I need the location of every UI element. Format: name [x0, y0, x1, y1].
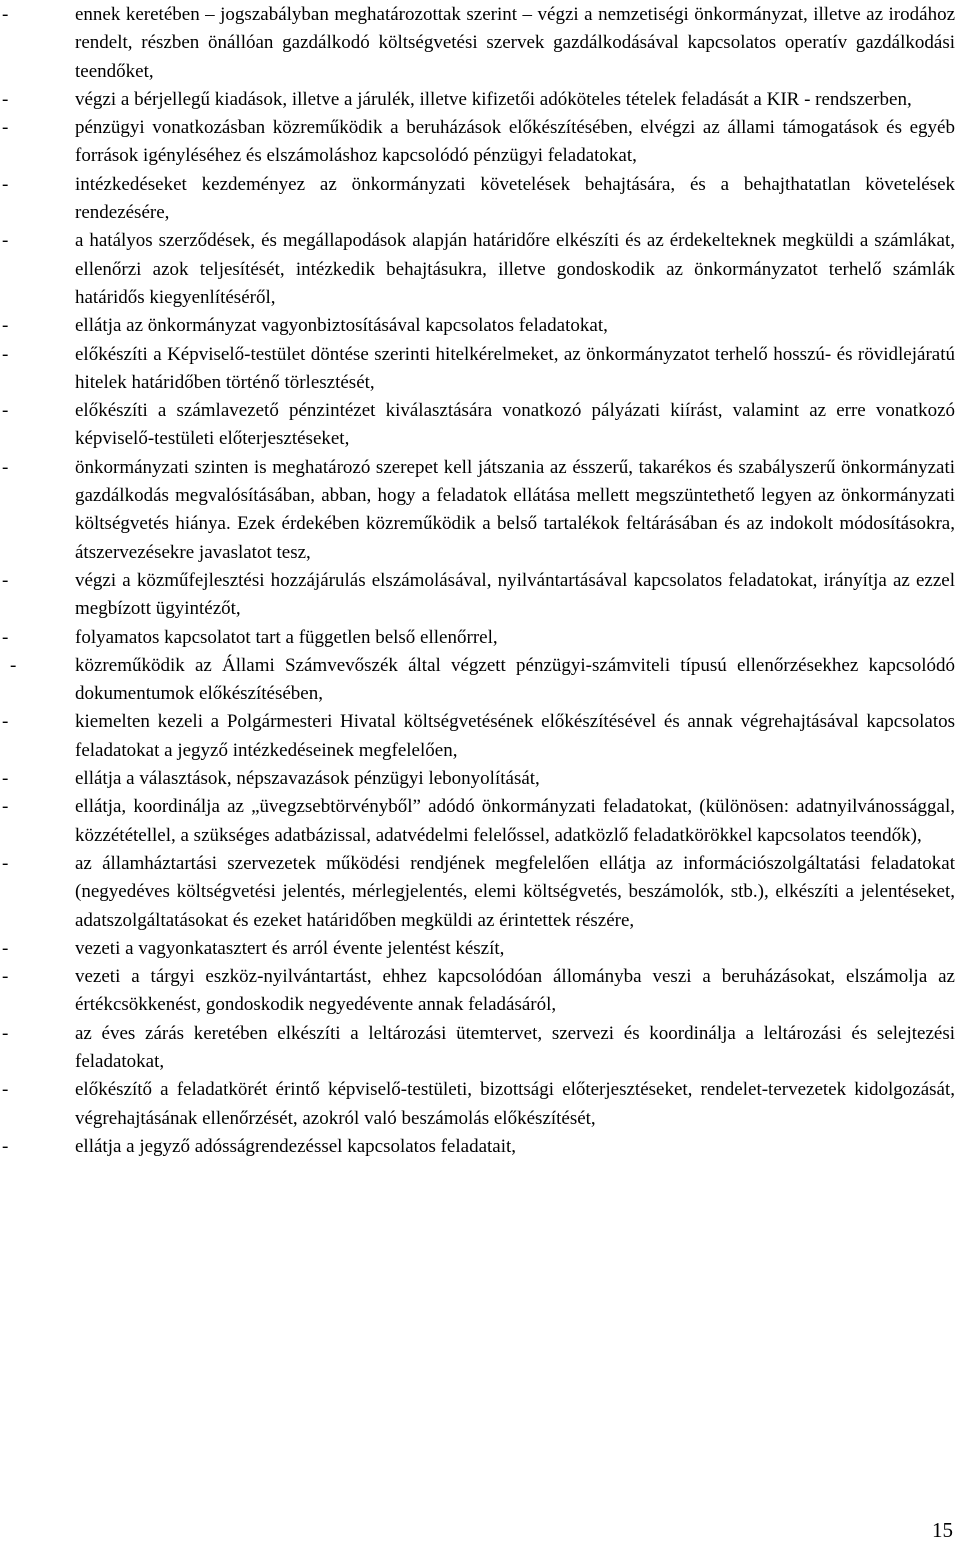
- list-item-text: önkormányzati szinten is meghatározó szerepet kell játszania az ésszerű, takarékos és szabályszerű önkormányzati gazdálkodás megvalósításában, abban, hogy a feladatok ellátása mellett megszüntethető legyen az önkormányzati költségvetés hiánya. Ezek érdekében közreműködik a belső tartalékok feltárásában és az indokolt módosításokra, átszervezésekre javaslatot tesz,: [75, 456, 955, 563]
- list-item: [0, 765, 960, 793]
- list-item-text: ellátja az önkormányzat vagyonbiztosításával kapcsolatos feladatokat,: [75, 315, 608, 337]
- list-item: [0, 850, 960, 935]
- list-item-text: előkészíti a számlavezető pénzintézet kiválasztására vonatkozó pályázati kiírást, valamint az erre vonatkozó képviselő-testületi előterjesztéseket,: [75, 400, 955, 450]
- list-item: [0, 1020, 960, 1077]
- page-number: 15: [932, 1518, 953, 1542]
- list-bullet: -: [2, 456, 9, 478]
- list-item: [0, 1133, 960, 1161]
- list-item-text: ellátja a jegyző adósságrendezéssel kapcsolatos feladatait,: [75, 1135, 517, 1157]
- list-bullet: -: [2, 768, 9, 790]
- list-bullet: -: [2, 852, 9, 874]
- list-item-text: vezeti a vagyonkatasztert és arról évente jelentést készít,: [75, 937, 505, 959]
- list-item-text: közreműködik az Állami Számvevőszék által végzett pénzügyi-számviteli típusú ellenőrzésekhez kapcsolódó dokumentumok előkészítésében,: [75, 654, 955, 705]
- list-bullet: -: [2, 400, 9, 422]
- list-item-text: ennek keretében – jogszabályban meghatározottak szerint – végzi a nemzetiségi önkormányzat, illetve az irodához rendelt, részben önállóan gazdálkodó költségvetési szervek gazdálkodásával kapcsolatos operatív gazdálkodási teendőket,: [75, 4, 955, 82]
- list-item: [0, 114, 960, 171]
- list-item: [0, 652, 960, 709]
- list-bullet: -: [2, 343, 9, 365]
- list-item-text: ellátja, koordinálja az „üvegzsebtörvényből” adódó önkormányzati feladatokat, (különösen: adatnyilvánossággal, közzététellel, a szükséges adatbázissal, adatvédelmi felelőssel, adatközlő feladatkörökkel kapcsolatos teendők),: [75, 796, 955, 846]
- list-item: [0, 1076, 960, 1133]
- list-bullet: -: [2, 173, 9, 195]
- list-item: [0, 1, 960, 86]
- list-item-text: végzi a közműfejlesztési hozzájárulás elszámolásával, nyilvántartásával kapcsolatos feladatokat, irányítja az ezzel megbízott ügyintézőt,: [75, 569, 955, 620]
- list-item: [0, 227, 960, 312]
- list-bullet: -: [2, 1022, 9, 1044]
- list-item-text: ellátja a választások, népszavazások pénzügyi lebonyolítását,: [75, 768, 540, 790]
- list-item: [0, 454, 960, 567]
- list-item-text: előkészíti a Képviselő-testület döntése szerinti hitelkérelmeket, az önkormányzatot terhelő hosszú- és rövidlejáratú hitelek határidőben történő törlesztését,: [75, 343, 955, 393]
- list-bullet: -: [2, 937, 9, 959]
- list-item: [0, 567, 960, 624]
- list-bullet: -: [2, 1135, 9, 1157]
- list-item-text: végzi a bérjellegű kiadások, illetve a járulék, illetve kifizetői adóköteles tételek feladását a KIR - rendszerben,: [75, 88, 912, 110]
- list-bullet: -: [2, 626, 9, 648]
- list-bullet: -: [2, 315, 9, 337]
- list-bullet: -: [2, 88, 9, 110]
- list-item-text: a hatályos szerződések, és megállapodások alapján határidőre elkészíti és az érdekelteknek megküldi a számlákat, ellenőrzi azok teljesítését, intézkedik behajtásukra, illetve gondoskodik az önkormányzatot terhelő számlák határidős kiegyenlítéséről,: [75, 230, 955, 308]
- list-item: [0, 171, 960, 228]
- list-item-text: intézkedéseket kezdeményez az önkormányzati követelések behajtására, és a behajthatatlan követelések rendezésére,: [75, 173, 955, 224]
- list-bullet: -: [2, 796, 9, 818]
- list-item: [0, 341, 960, 398]
- list-item-text: pénzügyi vonatkozásban közreműködik a beruházások előkészítésében, elvégzi az állami támogatások és egyéb források igényléséhez és elszámoláshoz kapcsolódó pénzügyi feladatokat,: [75, 117, 955, 167]
- list-bullet: -: [2, 966, 9, 988]
- list-item: [0, 624, 960, 652]
- list-item-text: előkészítő a feladatkörét érintő képviselő-testületi, bizottsági előterjesztéseket, rendelet-tervezetek kidolgozását, végrehajtásának ellenőrzését, azokról való beszámolás előkészítését,: [75, 1079, 955, 1129]
- list-item: [0, 312, 960, 340]
- list-bullet: -: [2, 4, 9, 25]
- list-item-text: folyamatos kapcsolatot tart a független belső ellenőrrel,: [75, 626, 498, 648]
- list-bullet: -: [10, 654, 17, 676]
- task-list: [0, 1, 960, 1161]
- list-item-text: az államháztartási szervezetek működési rendjének megfelelően ellátja az információszolgáltatási feladatokat (negyedéves költségvetési jelentés, mérlegjelentés, elemi költségvetés, beszámolók, stb.), elkészíti a jelentéseket, adatszolgáltatásokat és ezeket határidőben megküldi az érintettek részére,: [75, 852, 955, 931]
- list-item: [0, 793, 960, 850]
- list-bullet: -: [2, 230, 9, 252]
- list-item: [0, 397, 960, 454]
- list-item-text: kiemelten kezeli a Polgármesteri Hivatal költségvetésének előkészítésével és annak végrehajtásával kapcsolatos feladatokat a jegyző intézkedéseinek megfelelően,: [75, 711, 955, 761]
- list-bullet: -: [2, 1079, 9, 1101]
- list-item: [0, 86, 960, 114]
- list-bullet: -: [2, 569, 9, 591]
- list-item: [0, 708, 960, 765]
- list-item: [0, 963, 960, 1020]
- list-bullet: -: [2, 711, 9, 733]
- list-bullet: -: [2, 117, 9, 139]
- list-item-text: vezeti a tárgyi eszköz-nyilvántartást, ehhez kapcsolódóan állományba veszi a beruházásokat, elszámolja az értékcsökkenést, gondoskodik negyedévente annak feladásáról,: [75, 966, 955, 1016]
- list-item: [0, 935, 960, 963]
- list-item-text: az éves zárás keretében elkészíti a leltározási ütemtervet, szervezi és koordinálja a leltározási és selejtezési feladatokat,: [75, 1022, 955, 1072]
